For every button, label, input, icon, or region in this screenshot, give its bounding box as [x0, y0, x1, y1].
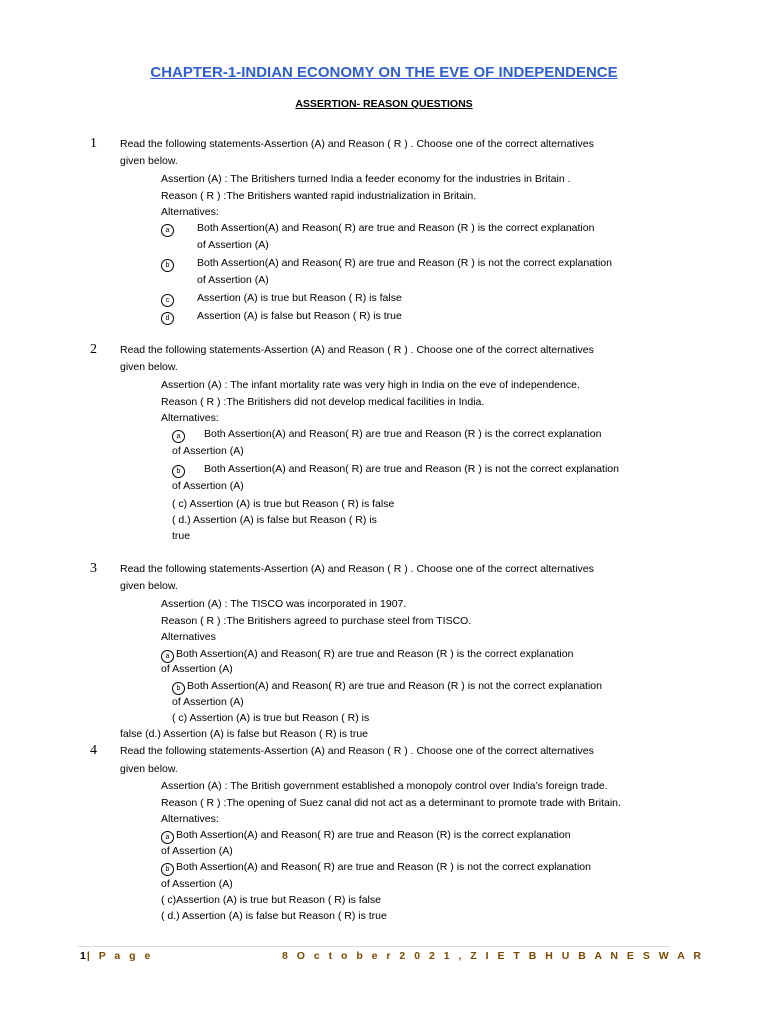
question-instruction: Read the following statements-Assertion (A) and Reason ( R ) . Choose one of the correct alternatives — [120, 745, 594, 757]
alternatives-label: Alternatives: — [161, 206, 219, 218]
page-footer-left — [80, 950, 153, 962]
option-a-text: Both Assertion(A) and Reason( R) are true and Reason (R) is the correct explanation — [176, 829, 571, 841]
option-a-text: Both Assertion(A) and Reason( R) are true and Reason (R ) is the correct explanation — [176, 648, 574, 660]
question-number: 4 — [90, 743, 97, 758]
page-label: | P a g e — [86, 950, 154, 962]
option-b-text-cont: of Assertion (A) — [172, 480, 244, 492]
question-instruction: Read the following statements-Assertion (A) and Reason ( R ) . Choose one of the correct alternatives — [120, 563, 594, 575]
section-subtitle: ASSERTION- REASON QUESTIONS — [295, 98, 473, 110]
page-number: 1 — [80, 950, 87, 962]
option-b-text: Both Assertion(A) and Reason( R) are true and Reason (R ) is not the correct explanation — [204, 463, 619, 475]
alternatives-label: Alternatives: — [161, 412, 219, 424]
assertion-text: Assertion (A) : The Britishers turned India a feeder economy for the industries in Britain . — [161, 173, 571, 185]
option-a-text-cont: of Assertion (A) — [161, 663, 233, 675]
option-a-text: Both Assertion(A) and Reason( R) are true and Reason (R ) is the correct explanation — [204, 428, 602, 440]
question-instruction-cont: given below. — [120, 155, 178, 167]
alternatives-label: Alternatives: — [161, 813, 219, 825]
reason-text: Reason ( R ) :The Britishers did not develop medical facilities in India. — [161, 396, 485, 408]
page-footer-right: 8 O c t o b e r 2 0 2 1 , Z I E T B H U B A N E S W A R — [282, 950, 704, 962]
option-b-text-cont: of Assertion (A) — [197, 274, 269, 286]
option-b-text: Both Assertion(A) and Reason( R) are true and Reason (R ) is not the correct explanation — [176, 861, 591, 873]
option-d-text: ( d.) Assertion (A) is false but Reason ( R) is true — [161, 910, 387, 922]
option-b-marker: b — [161, 860, 175, 876]
reason-text: Reason ( R ) :The Britishers wanted rapid industrialization in Britain. — [161, 190, 477, 202]
option-d-text: ( d.) Assertion (A) is false but Reason ( R) is — [172, 514, 377, 526]
option-a-marker: a — [161, 647, 175, 663]
option-c-marker: c — [161, 291, 175, 307]
option-a-marker: a — [161, 828, 175, 844]
option-a-text-cont: of Assertion (A) — [197, 239, 269, 251]
option-b-marker: b — [172, 462, 186, 478]
question-number: 1 — [90, 136, 97, 151]
question-instruction-cont: given below. — [120, 763, 178, 775]
assertion-text: Assertion (A) : The British government established a monopoly control over India’s foreign trade. — [161, 780, 608, 792]
question-instruction-cont: given below. — [120, 361, 178, 373]
option-b-text: Both Assertion(A) and Reason( R) are true and Reason (R ) is not the correct explanation — [197, 257, 612, 269]
option-b-text: Both Assertion(A) and Reason( R) are true and Reason (R ) is not the correct explanation — [187, 680, 602, 692]
option-a-marker: a — [172, 427, 186, 443]
option-b-text-cont: of Assertion (A) — [161, 878, 233, 890]
alternatives-label: Alternatives — [161, 631, 216, 643]
option-c-text: Assertion (A) is true but Reason ( R) is false — [197, 292, 402, 304]
option-a-text-cont: of Assertion (A) — [161, 845, 233, 857]
option-d-text-cont: true — [172, 530, 191, 542]
page-title: CHAPTER-1-INDIAN ECONOMY ON THE EVE OF INDEPENDENCE — [150, 64, 618, 81]
assertion-text: Assertion (A) : The infant mortality rate was very high in India on the eve of independence. — [161, 379, 580, 391]
option-a-marker: a — [161, 221, 175, 237]
option-b-text-cont: of Assertion (A) — [172, 696, 244, 708]
option-b-marker: b — [172, 679, 186, 695]
question-instruction: Read the following statements-Assertion (A) and Reason ( R ) . Choose one of the correct alternatives — [120, 138, 594, 150]
question-instruction: Read the following statements-Assertion (A) and Reason ( R ) . Choose one of the correct alternatives — [120, 344, 594, 356]
option-d-text: Assertion (A) is false but Reason ( R) is true — [197, 310, 402, 322]
option-c-text: ( c)Assertion (A) is true but Reason ( R) is false — [161, 894, 381, 906]
option-a-text-cont: of Assertion (A) — [172, 445, 244, 457]
question-number: 2 — [90, 342, 97, 357]
assertion-text: Assertion (A) : The TISCO was incorporated in 1907. — [161, 598, 407, 610]
option-c-text: ( c) Assertion (A) is true but Reason ( R) is false — [172, 498, 395, 510]
option-c-text: ( c) Assertion (A) is true but Reason ( R) is — [172, 712, 370, 724]
reason-text: Reason ( R ) :The opening of Suez canal did not act as a determinant to promote trade with Britain. — [161, 797, 621, 809]
option-a-text: Both Assertion(A) and Reason( R) are true and Reason (R ) is the correct explanation — [197, 222, 595, 234]
footer-divider — [78, 946, 670, 947]
option-b-marker: b — [161, 256, 175, 272]
question-instruction-cont: given below. — [120, 580, 178, 592]
option-c-text-cont: false (d.) Assertion (A) is false but Reason ( R) is true — [120, 728, 369, 740]
option-d-marker: d — [161, 309, 175, 325]
question-number: 3 — [90, 561, 97, 576]
reason-text: Reason ( R ) :The Britishers agreed to purchase steel from TISCO. — [161, 615, 472, 627]
